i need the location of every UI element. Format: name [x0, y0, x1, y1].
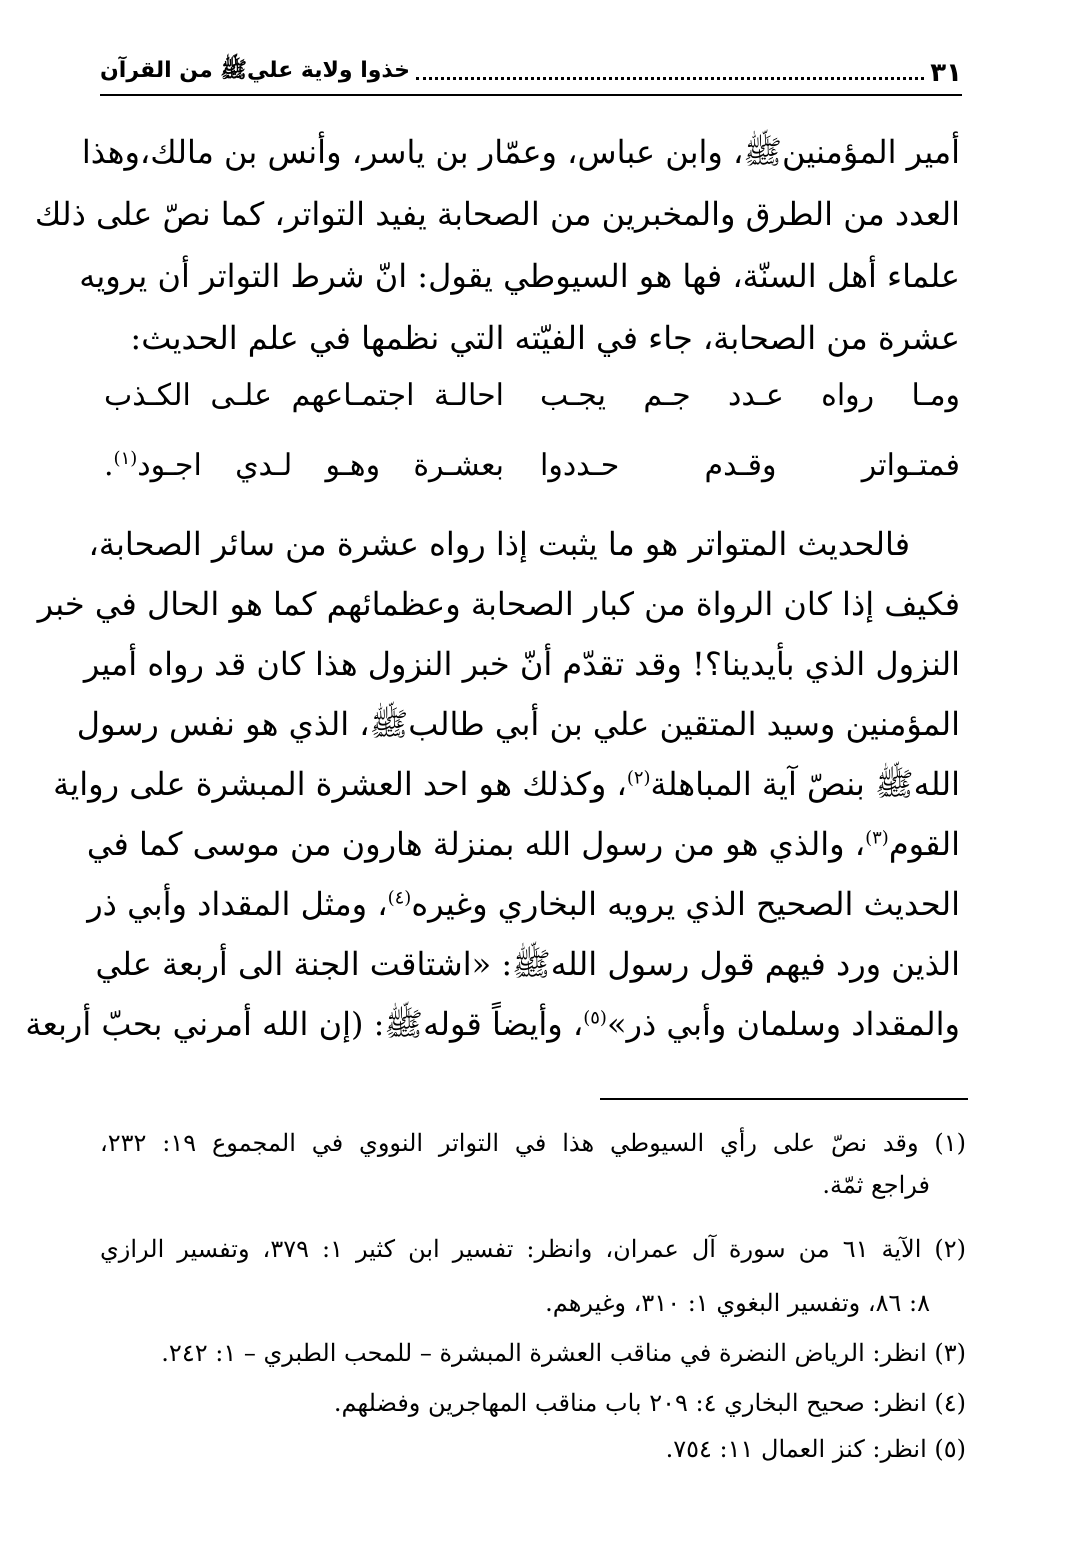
paragraph-line: النزول الذي بأيدينا؟! وقد تقدّم أنّ خبر النزول هذا كان قد رواه أمير	[83, 645, 960, 683]
running-header	[100, 48, 962, 88]
page-number: ٣١	[930, 58, 962, 88]
paragraph-line	[86, 814, 960, 874]
footnote-ref: (٣)	[865, 827, 889, 849]
footnote-line: (٤) انظر: صحيح البخاري ٤: ٢٠٩ باب مناقب المهاجرين وفضلهم.	[333, 1389, 966, 1417]
body-line: عشرة من الصحابة، جاء في الفيّته التي نظمها في علم الحديث:	[130, 319, 960, 357]
header-leader-dots	[416, 76, 924, 80]
paragraph-line-text: ، والذي هو من رسول الله بمنزلة هارون من موسى كما في	[86, 825, 866, 863]
paragraph-line	[87, 874, 960, 934]
footnote-line: (١) وقد نصّ على رأي السيوطي هذا في التواتر النووي في المجموع ١٩: ٢٣٢،	[100, 1129, 966, 1157]
body-line: أمير المؤمنينﷺ، وابن عباس، وعمّار بن ياسر، وأنس بن مالك،وهذا	[81, 133, 960, 171]
poem-hemistich-second: احالـة اجتمـاعهم علـى الكـذب	[104, 378, 504, 413]
paragraph-line-text: اللهﷺ بنصّ آية المباهلة	[650, 765, 960, 803]
paragraph-line: فكيف إذا كان الرواة من كبار الصحابة وعظمائهم كما هو الحال في خبر	[37, 585, 960, 623]
footnote-line: (٥) انظر: كنز العمال ١١: ٧٥٤.	[665, 1435, 966, 1463]
paragraph-line: الذين ورد فيهم قول رسول اللهﷺ: «اشتاقت الجنة الى أربعة علي	[95, 945, 960, 983]
footnote-line: (٣) انظر: الرياض النضرة في مناقب العشرة المبشرة – للمحب الطبري – ١: ٢٤٢.	[161, 1339, 966, 1367]
poem-hemistich-first: فمتـواتر وقـدم حـددوا	[540, 448, 960, 483]
footnote-line: فراجع ثمّة.	[822, 1171, 930, 1199]
footnote-ref: (٢)	[626, 767, 651, 789]
poem-verse	[104, 436, 960, 496]
running-title: خذوا ولاية عليﷺ من القرآن	[100, 58, 410, 83]
footnote-ref: (٤)	[387, 887, 412, 909]
paragraph-line	[53, 754, 960, 814]
poem-hemistich-text: بعشـرة وهـو لـدي اجـود	[137, 448, 504, 483]
paragraph-line-text: ، ومثل المقداد وأبي ذر	[87, 885, 388, 923]
footnote-line: ٨: ٨٦، وتفسير البغوي ١: ٣١٠، وغيرهم.	[545, 1289, 930, 1317]
paragraph-line: فالحديث المتواتر هو ما يثبت إذا رواه عشرة من سائر الصحابة،	[88, 525, 910, 563]
paragraph-line-text: ، وكذلك هو احد العشرة المبشرة على رواية	[53, 765, 627, 803]
poem-hemistich-second	[104, 436, 504, 496]
poem-end-mark: .	[104, 448, 114, 483]
poem-verse	[104, 366, 960, 426]
paragraph-line-text: ، وأيضاً قولهﷺ: (إن الله أمرني بحبّ أربعة	[25, 1005, 584, 1043]
header-rule	[100, 94, 962, 96]
paragraph-line-text: الحديث الصحيح الذي يرويه البخاري وغيره	[411, 885, 960, 923]
paragraph-line-text: القوم	[888, 825, 960, 863]
footnote-line: (٢) الآية ٦١ من سورة آل عمران، وانظر: تفسير ابن كثير ١: ٣٧٩، وتفسير الرازي	[100, 1235, 966, 1263]
footnote-ref: (٥)	[583, 1007, 607, 1029]
paragraph-line: المؤمنين وسيد المتقين علي بن أبي طالبﷺ، الذي هو نفس رسول	[76, 705, 960, 743]
footnote-ref: (١)	[113, 448, 138, 469]
body-line: علماء أهل السنّة، فها هو السيوطي يقول: انّ شرط التواتر أن يرويه	[79, 257, 960, 295]
paragraph-line	[25, 994, 960, 1054]
paragraph-line-text: والمقداد وسلمان وأبي ذر»	[606, 1005, 960, 1043]
poem-hemistich-first: ومـا رواه عـدد جـم يجـب	[540, 378, 960, 413]
body-line: العدد من الطرق والمخبرين من الصحابة يفيد التواتر، كما نصّ على ذلك	[34, 195, 960, 233]
footnote-separator	[600, 1098, 968, 1100]
